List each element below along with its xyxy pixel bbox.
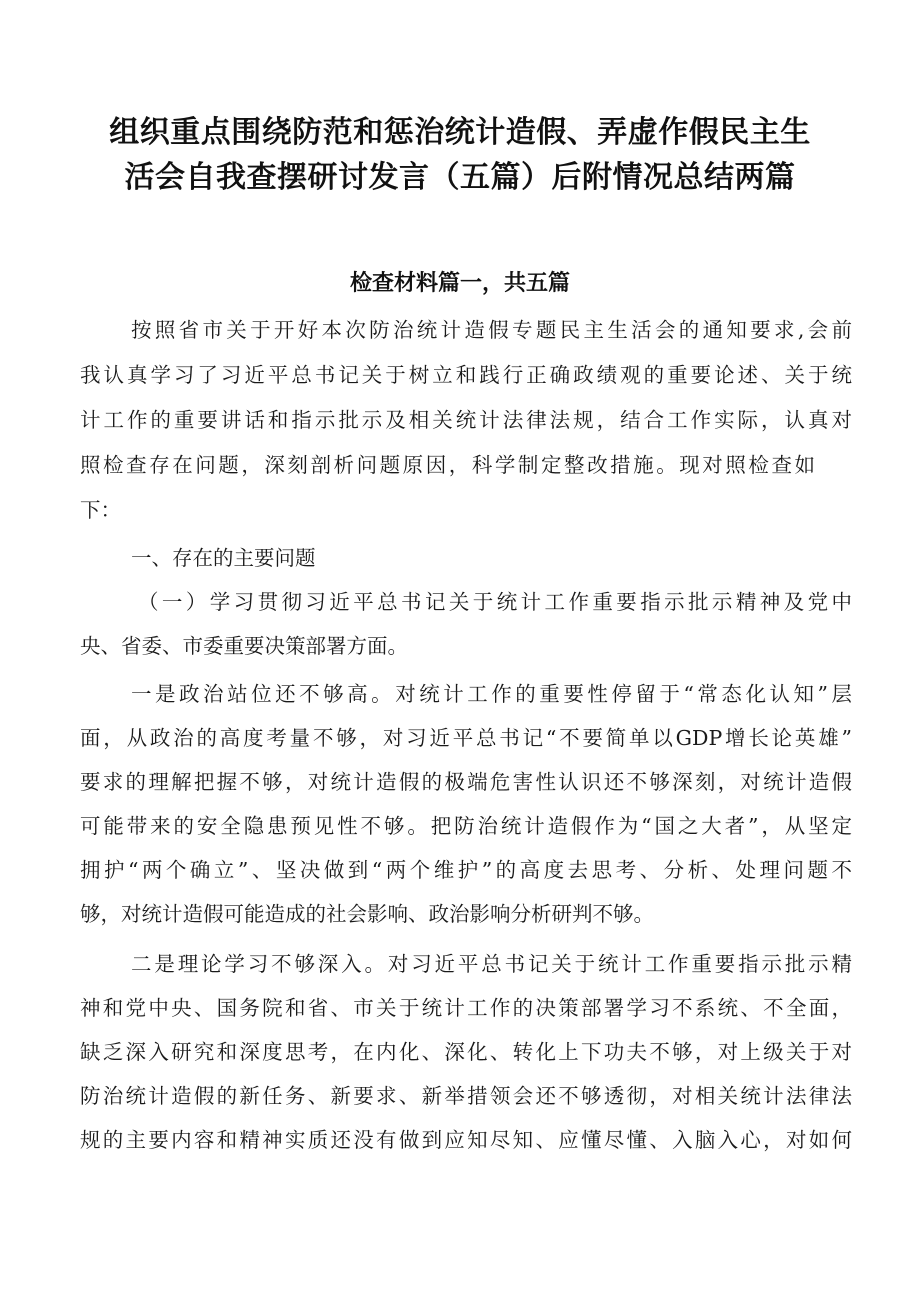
body-line: 按照省市关于开好本次防治统计造假专题民主生活会的通知要求,会前 (131, 318, 852, 342)
body-line: 防治统计造假的新任务、新要求、新举措领会还不够透彻，对相关统计法律法 (80, 1084, 852, 1108)
body-line: 神和党中央、国务院和省、市关于统计工作的决策部署学习不系统、不全面， (80, 996, 852, 1020)
body-line: 拥护“两个确立”、坚决做到“两个维护”的高度去思考、分析、处理问题不 (80, 858, 852, 882)
body-line: 我认真学习了习近平总书记关于树立和践行正确政绩观的重要论述、关于统 (80, 363, 852, 387)
body-line: （一）学习贯彻习近平总书记关于统计工作重要指示批示精神及党中 (138, 590, 852, 614)
section-heading: 检查材料篇一，共五篇 (349, 271, 570, 296)
body-line: 规的主要内容和精神实质还没有做到应知尽知、应懂尽懂、入脑入心，对如何 (80, 1128, 852, 1152)
body-line: 面，从政治的高度考量不够，对习近平总书记“不要简单以GDP增长论英雄” (80, 726, 852, 750)
body-line: 要求的理解把握不够，对统计造假的极端危害性认识还不够深刻，对统计造假 (80, 770, 852, 794)
body-line: 计工作的重要讲话和指示批示及相关统计法律法规，结合工作实际，认真对 (80, 408, 852, 432)
body-line: 一是政治站位还不够高。对统计工作的重要性停留于“常态化认知”层 (131, 682, 852, 706)
body-line: 可能带来的安全隐患预见性不够。把防治统计造假作为“国之大者”，从坚定 (80, 814, 852, 838)
document-title-line-2: 活会自我查摆研讨发言（五篇）后附情况总结两篇 (124, 160, 796, 195)
body-line: 照检查存在问题，深刻剖析问题原因，科学制定整改措施。现对照检查如 (80, 453, 815, 477)
subheading-line: 一、存在的主要问题 (131, 546, 316, 570)
body-line: 央、省委、市委重要决策部署方面。 (80, 634, 408, 658)
body-line: 够，对统计造假可能造成的社会影响、政治影响分析研判不够。 (80, 902, 654, 926)
body-line: 缺乏深入研究和深度思考，在内化、深化、转化上下功夫不够，对上级关于对 (80, 1040, 852, 1064)
body-line: 二是理论学习不够深入。对习近平总书记关于统计工作重要指示批示精 (131, 952, 852, 976)
body-line: 下： (80, 498, 121, 522)
document-title-line-1: 组织重点围绕防范和惩治统计造假、弄虚作假民主生 (109, 115, 811, 150)
